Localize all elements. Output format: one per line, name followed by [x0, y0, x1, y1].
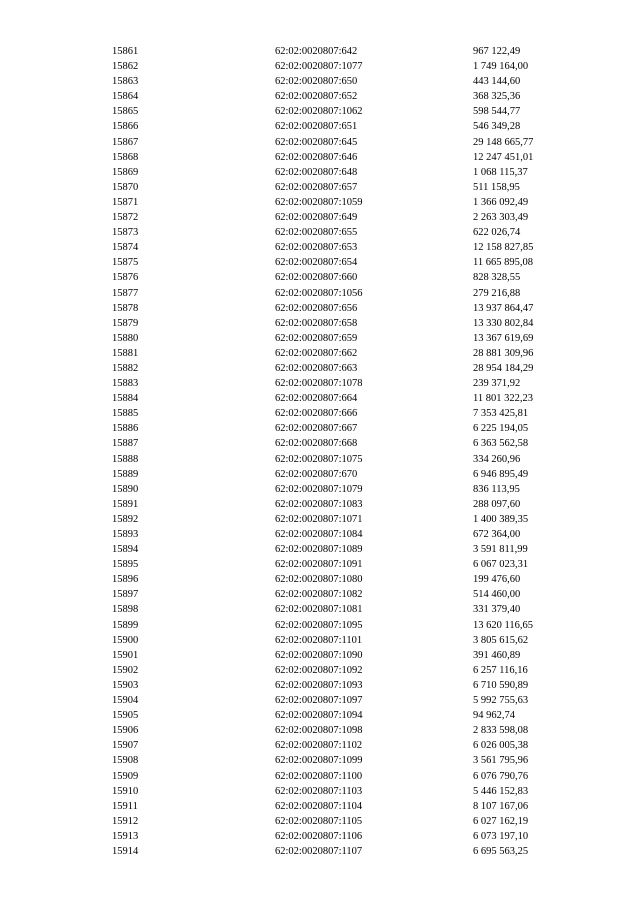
- table-row: [0, 557, 640, 572]
- row-number: 15877: [112, 287, 139, 299]
- value-amount: 6 363 562,58: [473, 438, 529, 450]
- row-number: 15914: [112, 845, 139, 857]
- row-number: 15909: [112, 770, 139, 782]
- cadastral-number: 62:02:0020807:652: [275, 91, 358, 103]
- cadastral-number: 62:02:0020807:649: [275, 212, 358, 224]
- table-row: [0, 150, 640, 165]
- value-amount: 368 325,36: [473, 91, 521, 103]
- row-number: 15867: [112, 136, 139, 148]
- cadastral-number: 62:02:0020807:1059: [275, 196, 363, 208]
- table-row: [0, 542, 640, 557]
- cadastral-number: 62:02:0020807:651: [275, 121, 358, 133]
- value-amount: 391 460,89: [473, 649, 521, 661]
- row-number: 15874: [112, 242, 139, 254]
- value-amount: 5 446 152,83: [473, 785, 529, 797]
- table-row: [0, 180, 640, 195]
- value-amount: 828 328,55: [473, 272, 521, 284]
- row-number: 15906: [112, 725, 139, 737]
- row-number: 15908: [112, 755, 139, 767]
- table-row: [0, 618, 640, 633]
- table-row: [0, 723, 640, 738]
- value-amount: 3 591 811,99: [473, 544, 528, 556]
- value-amount: 239 371,92: [473, 378, 521, 390]
- value-amount: 836 113,95: [473, 483, 520, 495]
- cadastral-number: 62:02:0020807:670: [275, 468, 358, 480]
- row-number: 15868: [112, 151, 139, 163]
- value-amount: 1 366 092,49: [473, 196, 529, 208]
- row-number: 15905: [112, 710, 139, 722]
- cadastral-number: 62:02:0020807:1078: [275, 378, 363, 390]
- cadastral-number: 62:02:0020807:642: [275, 46, 358, 57]
- data-table: [0, 44, 640, 859]
- cadastral-number: 62:02:0020807:1091: [275, 559, 363, 571]
- table-row: [0, 708, 640, 723]
- value-amount: 6 946 895,49: [473, 468, 529, 480]
- table-row: [0, 165, 640, 180]
- cadastral-number: 62:02:0020807:1082: [275, 589, 363, 601]
- value-amount: 6 695 563,25: [473, 845, 529, 857]
- value-amount: 288 097,60: [473, 498, 521, 510]
- cadastral-number: 62:02:0020807:1093: [275, 679, 363, 691]
- cadastral-number: 62:02:0020807:668: [275, 438, 358, 450]
- table-row: [0, 195, 640, 210]
- table-row: [0, 693, 640, 708]
- cadastral-number: 62:02:0020807:1099: [275, 755, 363, 767]
- value-amount: 334 260,96: [473, 453, 521, 465]
- cadastral-number: 62:02:0020807:659: [275, 332, 358, 344]
- row-number: 15911: [112, 800, 138, 812]
- cadastral-number: 62:02:0020807:1101: [275, 634, 363, 646]
- value-amount: 13 620 116,65: [473, 619, 533, 631]
- cadastral-number: 62:02:0020807:1107: [275, 845, 363, 857]
- value-amount: 3 561 795,96: [473, 755, 529, 767]
- cadastral-number: 62:02:0020807:655: [275, 227, 358, 239]
- value-amount: 199 476,60: [473, 574, 521, 586]
- value-amount: 331 379,40: [473, 604, 521, 616]
- value-amount: 8 107 167,06: [473, 800, 529, 812]
- row-number: 15890: [112, 483, 139, 495]
- row-number: 15876: [112, 272, 139, 284]
- value-amount: 622 026,74: [473, 227, 521, 239]
- cadastral-number: 62:02:0020807:662: [275, 347, 358, 359]
- row-number: 15889: [112, 468, 139, 480]
- value-amount: 1 068 115,37: [473, 166, 528, 178]
- cadastral-number: 62:02:0020807:1094: [275, 710, 363, 722]
- cadastral-number: 62:02:0020807:1077: [275, 61, 363, 73]
- row-number: 15866: [112, 121, 139, 133]
- table-row: [0, 240, 640, 255]
- table-row: [0, 346, 640, 361]
- table-row: [0, 738, 640, 753]
- cadastral-number: 62:02:0020807:1102: [275, 740, 363, 752]
- row-number: 15865: [112, 106, 139, 118]
- value-amount: 12 158 827,85: [473, 242, 534, 254]
- value-amount: 11 801 322,23: [473, 393, 533, 405]
- value-amount: 672 364,00: [473, 529, 521, 540]
- row-number: 15904: [112, 695, 139, 707]
- row-number: 15892: [112, 513, 139, 525]
- cadastral-number: 62:02:0020807:650: [275, 76, 358, 88]
- row-number: 15880: [112, 332, 139, 344]
- table-row: [0, 104, 640, 119]
- cadastral-number: 62:02:0020807:1089: [275, 544, 363, 556]
- table-row: [0, 467, 640, 482]
- value-amount: 94 962,74: [473, 710, 515, 722]
- cadastral-number: 62:02:0020807:660: [275, 272, 358, 284]
- cadastral-number: 62:02:0020807:1079: [275, 483, 363, 495]
- cadastral-number: 62:02:0020807:1090: [275, 649, 363, 661]
- table-row: [0, 527, 640, 542]
- table-row: [0, 829, 640, 844]
- table-row: [0, 210, 640, 225]
- value-amount: 13 367 619,69: [473, 332, 534, 344]
- value-amount: 2 833 598,08: [473, 725, 529, 737]
- table-row: [0, 135, 640, 150]
- row-number: 15870: [112, 181, 139, 193]
- value-amount: 6 225 194,05: [473, 423, 529, 435]
- cadastral-number: 62:02:0020807:1080: [275, 574, 363, 586]
- cadastral-number: 62:02:0020807:663: [275, 362, 358, 374]
- cadastral-number: 62:02:0020807:653: [275, 242, 358, 254]
- table-row: [0, 376, 640, 391]
- table-row: [0, 769, 640, 784]
- row-number: 15861: [112, 46, 139, 57]
- table-row: [0, 421, 640, 436]
- row-number: 15912: [112, 815, 139, 827]
- value-amount: 11 665 895,08: [473, 257, 533, 269]
- row-number: 15875: [112, 257, 139, 269]
- cadastral-number: 62:02:0020807:654: [275, 257, 358, 269]
- table-row: [0, 814, 640, 829]
- row-number: 15910: [112, 785, 139, 797]
- row-number: 15894: [112, 544, 139, 556]
- row-number: 15885: [112, 408, 139, 420]
- value-amount: 967 122,49: [473, 46, 521, 57]
- cadastral-number: 62:02:0020807:1092: [275, 664, 363, 676]
- row-number: 15897: [112, 589, 139, 601]
- table-row: [0, 59, 640, 74]
- cadastral-number: 62:02:0020807:667: [275, 423, 358, 435]
- cadastral-number: 62:02:0020807:1056: [275, 287, 363, 299]
- row-number: 15896: [112, 574, 139, 586]
- table-row: [0, 119, 640, 134]
- table-row: [0, 452, 640, 467]
- table-row: [0, 270, 640, 285]
- row-number: 15884: [112, 393, 139, 405]
- table-row: [0, 74, 640, 89]
- value-amount: 1 749 164,00: [473, 61, 529, 73]
- cadastral-number: 62:02:0020807:1103: [275, 785, 363, 797]
- cadastral-number: 62:02:0020807:664: [275, 393, 358, 405]
- table-row: [0, 753, 640, 768]
- row-number: 15873: [112, 227, 139, 239]
- row-number: 15863: [112, 76, 139, 88]
- table-row: [0, 301, 640, 316]
- cadastral-number: 62:02:0020807:1098: [275, 725, 363, 737]
- value-amount: 598 544,77: [473, 106, 521, 118]
- row-number: 15903: [112, 679, 139, 691]
- cadastral-number: 62:02:0020807:1075: [275, 453, 363, 465]
- table-row: [0, 587, 640, 602]
- table-row: [0, 678, 640, 693]
- row-number: 15886: [112, 423, 139, 435]
- value-amount: 279 216,88: [473, 287, 521, 299]
- cadastral-number: 62:02:0020807:666: [275, 408, 358, 420]
- value-amount: 5 992 755,63: [473, 695, 529, 707]
- value-amount: 6 067 023,31: [473, 559, 529, 571]
- value-amount: 2 263 303,49: [473, 212, 529, 224]
- value-amount: 6 026 005,38: [473, 740, 529, 752]
- value-amount: 443 144,60: [473, 76, 521, 88]
- value-amount: 28 954 184,29: [473, 362, 534, 374]
- row-number: 15864: [112, 91, 139, 103]
- value-amount: 29 148 665,77: [473, 136, 534, 148]
- row-number: 15879: [112, 317, 139, 329]
- table-row: [0, 255, 640, 270]
- row-number: 15902: [112, 664, 139, 676]
- table-row: [0, 799, 640, 814]
- value-amount: 514 460,00: [473, 589, 521, 601]
- row-number: 15872: [112, 212, 139, 224]
- table-row: [0, 572, 640, 587]
- table-row: [0, 663, 640, 678]
- row-number: 15869: [112, 166, 139, 178]
- cadastral-number: 62:02:0020807:1081: [275, 604, 363, 616]
- table-row: [0, 602, 640, 617]
- table-row: [0, 648, 640, 663]
- table-row: [0, 44, 640, 59]
- row-number: 15895: [112, 559, 139, 571]
- row-number: 15913: [112, 830, 139, 842]
- table-row: [0, 482, 640, 497]
- cadastral-number: 62:02:0020807:1062: [275, 106, 363, 118]
- cadastral-number: 62:02:0020807:648: [275, 166, 358, 178]
- row-number: 15878: [112, 302, 139, 314]
- table-row: [0, 633, 640, 648]
- cadastral-number: 62:02:0020807:1095: [275, 619, 363, 631]
- table-row: [0, 406, 640, 421]
- table-row: [0, 497, 640, 512]
- value-amount: 28 881 309,96: [473, 347, 534, 359]
- cadastral-number: 62:02:0020807:656: [275, 302, 358, 314]
- table-row: [0, 844, 640, 859]
- row-number: 15893: [112, 529, 139, 540]
- value-amount: 1 400 389,35: [473, 513, 529, 525]
- value-amount: 13 330 802,84: [473, 317, 534, 329]
- cadastral-number: 62:02:0020807:1100: [275, 770, 363, 782]
- table-row: [0, 512, 640, 527]
- cadastral-number: 62:02:0020807:1083: [275, 498, 363, 510]
- row-number: 15891: [112, 498, 139, 510]
- row-number: 15887: [112, 438, 139, 450]
- value-amount: 511 158,95: [473, 181, 520, 193]
- table-row: [0, 391, 640, 406]
- cadastral-number: 62:02:0020807:657: [275, 181, 358, 193]
- cadastral-number: 62:02:0020807:646: [275, 151, 358, 163]
- row-number: 15871: [112, 196, 139, 208]
- row-number: 15888: [112, 453, 139, 465]
- cadastral-number: 62:02:0020807:1097: [275, 695, 363, 707]
- row-number: 15862: [112, 61, 139, 73]
- table-row: [0, 316, 640, 331]
- value-amount: 546 349,28: [473, 121, 521, 133]
- table-row: [0, 89, 640, 104]
- value-amount: 6 027 162,19: [473, 815, 529, 827]
- cadastral-number: 62:02:0020807:1071: [275, 513, 363, 525]
- value-amount: 13 937 864,47: [473, 302, 534, 314]
- value-amount: 6 076 790,76: [473, 770, 529, 782]
- value-amount: 3 805 615,62: [473, 634, 529, 646]
- row-number: 15901: [112, 649, 139, 661]
- value-amount: 12 247 451,01: [473, 151, 534, 163]
- table-row: [0, 331, 640, 346]
- row-number: 15883: [112, 378, 139, 390]
- table-row: [0, 361, 640, 376]
- cadastral-number: 62:02:0020807:658: [275, 317, 358, 329]
- table-row: [0, 225, 640, 240]
- row-number: 15907: [112, 740, 139, 752]
- value-amount: 6 710 590,89: [473, 679, 529, 691]
- value-amount: 6 257 116,16: [473, 664, 528, 676]
- value-amount: 6 073 197,10: [473, 830, 529, 842]
- cadastral-number: 62:02:0020807:645: [275, 136, 358, 148]
- table-row: [0, 784, 640, 799]
- row-number: 15900: [112, 634, 139, 646]
- row-number: 15899: [112, 619, 139, 631]
- cadastral-number: 62:02:0020807:1105: [275, 815, 363, 827]
- cadastral-number: 62:02:0020807:1084: [275, 529, 363, 540]
- row-number: 15898: [112, 604, 139, 616]
- cadastral-number: 62:02:0020807:1106: [275, 830, 363, 842]
- table-row: [0, 436, 640, 451]
- row-number: 15881: [112, 347, 139, 359]
- row-number: 15882: [112, 362, 139, 374]
- table-row: [0, 286, 640, 301]
- value-amount: 7 353 425,81: [473, 408, 529, 420]
- cadastral-number: 62:02:0020807:1104: [275, 800, 363, 812]
